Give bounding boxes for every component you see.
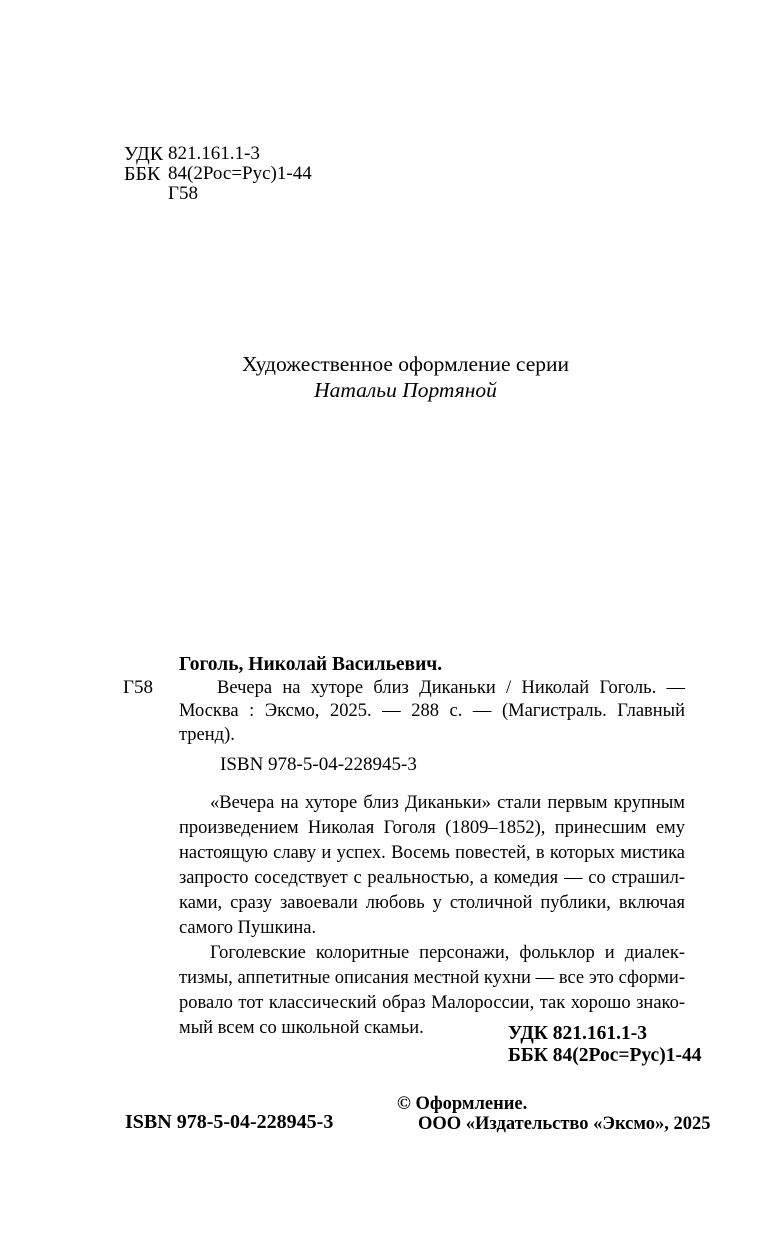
series-design-credit <box>126 351 685 403</box>
copyright-block <box>397 1095 710 1134</box>
top-codes-block <box>124 144 312 204</box>
text-line: запросто соседствует с реальностью, а комедия — со страшил- <box>179 868 685 888</box>
text-line: тренд). <box>179 724 235 745</box>
text-line: ровало тот классический образ Малороссии, так хорошо знако- <box>179 993 685 1013</box>
text-line: Гоголевские колоритные персонажи, фольклор и диалек- <box>210 943 685 963</box>
text-line: произведением Николая Гоголя (1809–1852), принесшим ему <box>179 818 685 838</box>
copyright-publisher-line: ООО «Издательство «Эксмо», 2025 <box>418 1113 711 1134</box>
copyright-design-line: © Оформление. <box>397 1094 528 1114</box>
text-line: Москва : Эксмо, 2025. — 288 с. — (Магистраль. Главный <box>179 701 685 721</box>
bbk-code-bold: ББК 84(2Рос=Рус)1-44 <box>508 1044 702 1066</box>
text-line: ками, сразу завоевали любовь у столичной публики, включая <box>179 893 685 913</box>
text-line: мый всем со школьной скамьи. <box>179 1018 424 1038</box>
udk-value: 821.161.1-3 <box>168 143 260 164</box>
catalog-author-heading: Гоголь, Николай Васильевич. <box>179 654 443 675</box>
footer-isbn: ISBN 978-5-04-228945-3 <box>125 1111 334 1133</box>
annotation-paragraph-1 <box>179 791 685 941</box>
bbk-code-line <box>124 164 312 184</box>
text-line: самого Пушкина. <box>179 918 317 938</box>
text-line: настоящую славу и успех. Восемь повестей, в которых мистика <box>179 843 685 863</box>
text-line: тизмы, аппетитные описания местной кухни — все это сформи- <box>179 968 685 988</box>
text-line: Вечера на хуторе близ Диканьки / Николай Гоголь. — <box>217 677 685 698</box>
series-designer-name: Натальи Портяной <box>314 378 497 402</box>
annotation-block <box>179 791 685 1041</box>
bbk-value: 84(2Рос=Рус)1-44 <box>168 163 312 184</box>
bbk-label: ББК <box>124 163 161 185</box>
catalog-card <box>179 653 685 747</box>
catalog-description <box>179 677 685 748</box>
udk-label: УДК <box>124 143 164 165</box>
author-sign-line <box>124 184 312 204</box>
catalog-isbn: ISBN 978-5-04-228945-3 <box>220 754 417 775</box>
series-credit-line: Художественное оформление серии <box>241 352 570 376</box>
bibliographic-codes-block <box>508 1023 701 1066</box>
udk-code-line <box>124 144 312 164</box>
udk-code-bold: УДК 821.161.1-3 <box>508 1023 648 1044</box>
catalog-author-sign: Г58 <box>123 677 153 698</box>
text-line: «Вечера на хуторе близ Диканьки» стали первым крупным <box>210 793 685 813</box>
author-sign-top: Г58 <box>168 183 198 204</box>
